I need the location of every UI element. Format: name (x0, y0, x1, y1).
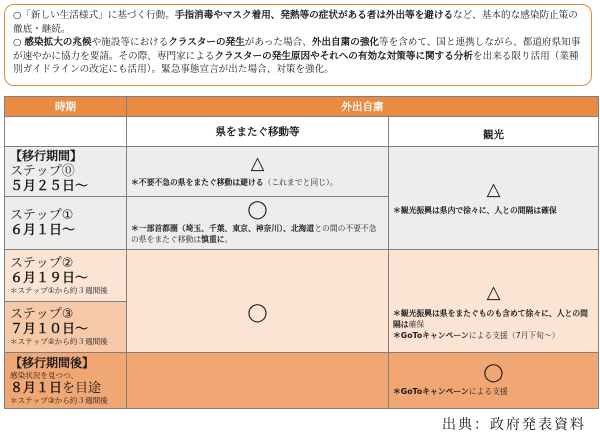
step-date: ５月２５日～ (10, 179, 89, 195)
step-date: ６月１日～ (10, 223, 76, 239)
step-date: ８月１日 (10, 380, 63, 396)
header-outing-restraint: 外出自粛 (127, 97, 599, 117)
notice-line-2 (13, 36, 583, 77)
period-condition: 感染状況を見つつ、 (10, 370, 79, 380)
step-label: ステップ⓪ (10, 164, 75, 180)
sub-header-crossing: 県をまたぐ移動等 (127, 116, 389, 147)
note-text: 。 (224, 235, 233, 245)
period-cell-step1 (5, 196, 127, 250)
period-tag: 【移行期間後】 (10, 355, 95, 370)
note-text: との間の不要不急の県をまたぐ移動は (131, 224, 377, 245)
notice-text: があった場合、 (244, 37, 312, 49)
note-bold: 慎重に (201, 235, 225, 245)
period-cell-step3 (5, 301, 127, 352)
note-text: 確保 (408, 319, 425, 329)
note-bold: ＊GoToキャンペーン (393, 387, 469, 397)
circle-icon: ◯ (247, 302, 268, 324)
note-bold: ＊観光振興は県内で徐々に、人との間隔は確保 (393, 205, 557, 215)
step-label: ステップ① (10, 208, 74, 224)
notice-bold-text: 外出自粛の強化 (311, 37, 380, 49)
period-tag: 【移行期間】 (10, 149, 83, 164)
triangle-icon: △ (486, 281, 501, 303)
notice-bold-text: クラスターの発生 (168, 37, 245, 49)
note-text: による支援 (468, 387, 508, 397)
notice-text: など、基本的な感染防止策の徹底・継続。 (13, 10, 578, 35)
notice-bold-text: 手指消毒やマスク着用、発熱等の症状がある者は外出等を避ける (174, 10, 454, 21)
note-bold: ＊一部首都圏 (131, 224, 178, 234)
step-label: ステップ② (10, 255, 74, 271)
tourism-cell-top (389, 147, 599, 250)
period-cell-step0 (5, 147, 127, 196)
sub-header-tourism: 観光 (389, 116, 599, 147)
notice-text: を出来る限り活用（業種別ガイドラインの改定にも活用）。緊急事態宣言が出た場合、対策を強化。 (13, 50, 579, 76)
header-period: 時期 (5, 97, 127, 117)
tourism-cell-after (389, 353, 599, 409)
period-cell-after (5, 353, 127, 409)
notice-text: 」に基づく行動。 (98, 10, 175, 21)
step-interval: ＊ステップ②から約３週間後 (10, 337, 108, 347)
triangle-icon: △ (486, 178, 501, 200)
note-text: による支援（7月下旬～） (468, 330, 560, 340)
policy-notice-box (4, 4, 592, 86)
notice-text: や施設等における (91, 37, 169, 49)
tourism-cell-mid (389, 250, 599, 353)
notice-text: ○ (13, 37, 25, 49)
circle-icon: ◯ (247, 199, 268, 221)
step-date: ７月１０日～ (10, 322, 89, 338)
notice-bold-text: クラスターの発生原因やそれへの有効な対策等に関する分析 (214, 50, 474, 62)
crossing-note (127, 177, 388, 188)
tourism-note (389, 308, 598, 341)
step-date: ６月１９日～ (10, 270, 89, 286)
step-interval: ＊ステップ①から約３週間後 (10, 285, 108, 295)
triangle-icon: △ (250, 153, 265, 175)
outing-restriction-table (4, 96, 599, 409)
step-date-suffix: を目途 (62, 380, 102, 396)
notice-text: 等を含めて、国と連携しながら、都道府県知事が速やかに協力を要請。その際、専門家による (13, 37, 581, 62)
note-bold: 、北海道 (283, 224, 315, 234)
note-bold: ＊観光振興は県をまたぐものも含めて徐々に、人との間隔は (393, 308, 588, 329)
step-interval: ＊ステップ③から約３週間後 (10, 395, 108, 405)
tourism-note (389, 205, 598, 216)
period-cell-step2 (5, 250, 127, 301)
notice-line-1 (13, 9, 583, 36)
note-bold: ＊GoToキャンペーン (393, 330, 469, 340)
crossing-note (127, 223, 388, 245)
source-caption: 出典：政府発表資料 (442, 417, 586, 433)
step-label: ステップ③ (10, 307, 74, 323)
note-bold: ＊不要不急の県をまたぐ移動は避ける (131, 178, 264, 188)
sub-header-blank (5, 116, 127, 147)
notice-text: 新しい生活様式 (30, 10, 99, 21)
crossing-cell-step1 (127, 196, 389, 250)
circle-icon: ◯ (483, 362, 504, 384)
crossing-cell-step0 (127, 147, 389, 196)
crossing-cell-after (127, 353, 389, 409)
notice-bold-text: 感染拡大の兆候 (24, 37, 92, 49)
note-bold: （埼玉、千葉、東京、神奈川） (177, 224, 284, 234)
tourism-note (389, 386, 598, 397)
note-text: （これまでと同じ）。 (263, 178, 338, 188)
crossing-cell-step2-3 (127, 250, 389, 353)
notice-text: ○「 (13, 10, 31, 21)
